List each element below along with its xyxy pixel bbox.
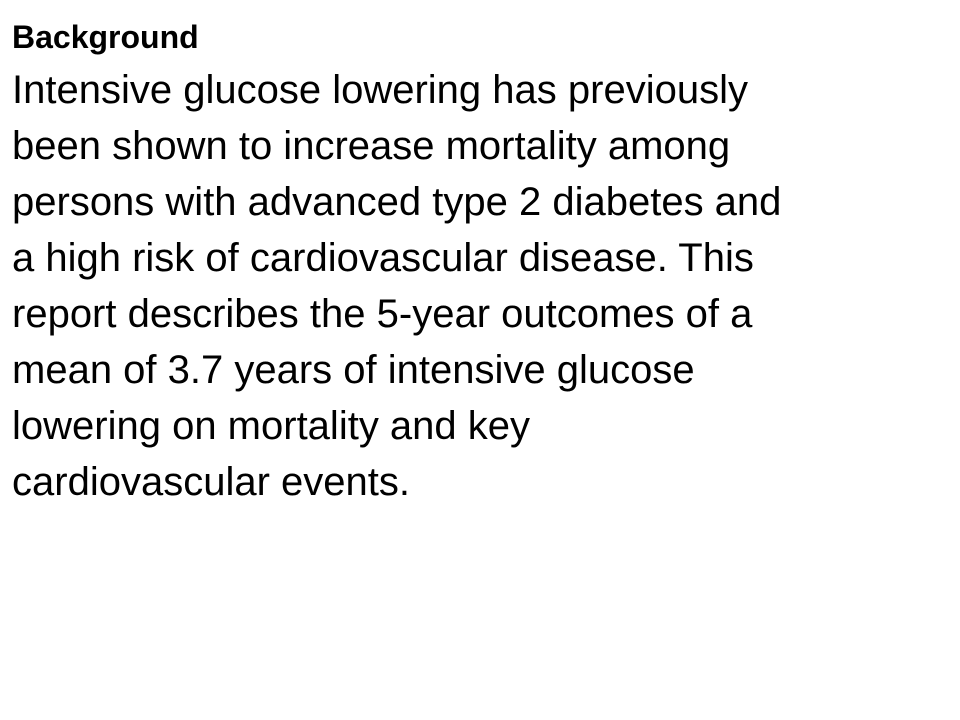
body-line: lowering on mortality and key [12,404,531,448]
text-content [12,12,947,510]
section-heading: Background [12,19,199,55]
body-line: report describes the 5-year outcomes of a [12,292,753,336]
body-line: a high risk of cardiovascular disease. This [12,236,754,280]
body-line: cardiovascular events. [12,460,410,504]
body-line: mean of 3.7 years of intensive glucose [12,348,695,392]
body-line: Intensive glucose lowering has previously [12,68,748,112]
body-line: been shown to increase mortality among [12,124,731,168]
body-paragraph [12,62,947,510]
body-line: persons with advanced type 2 diabetes and [12,180,782,224]
